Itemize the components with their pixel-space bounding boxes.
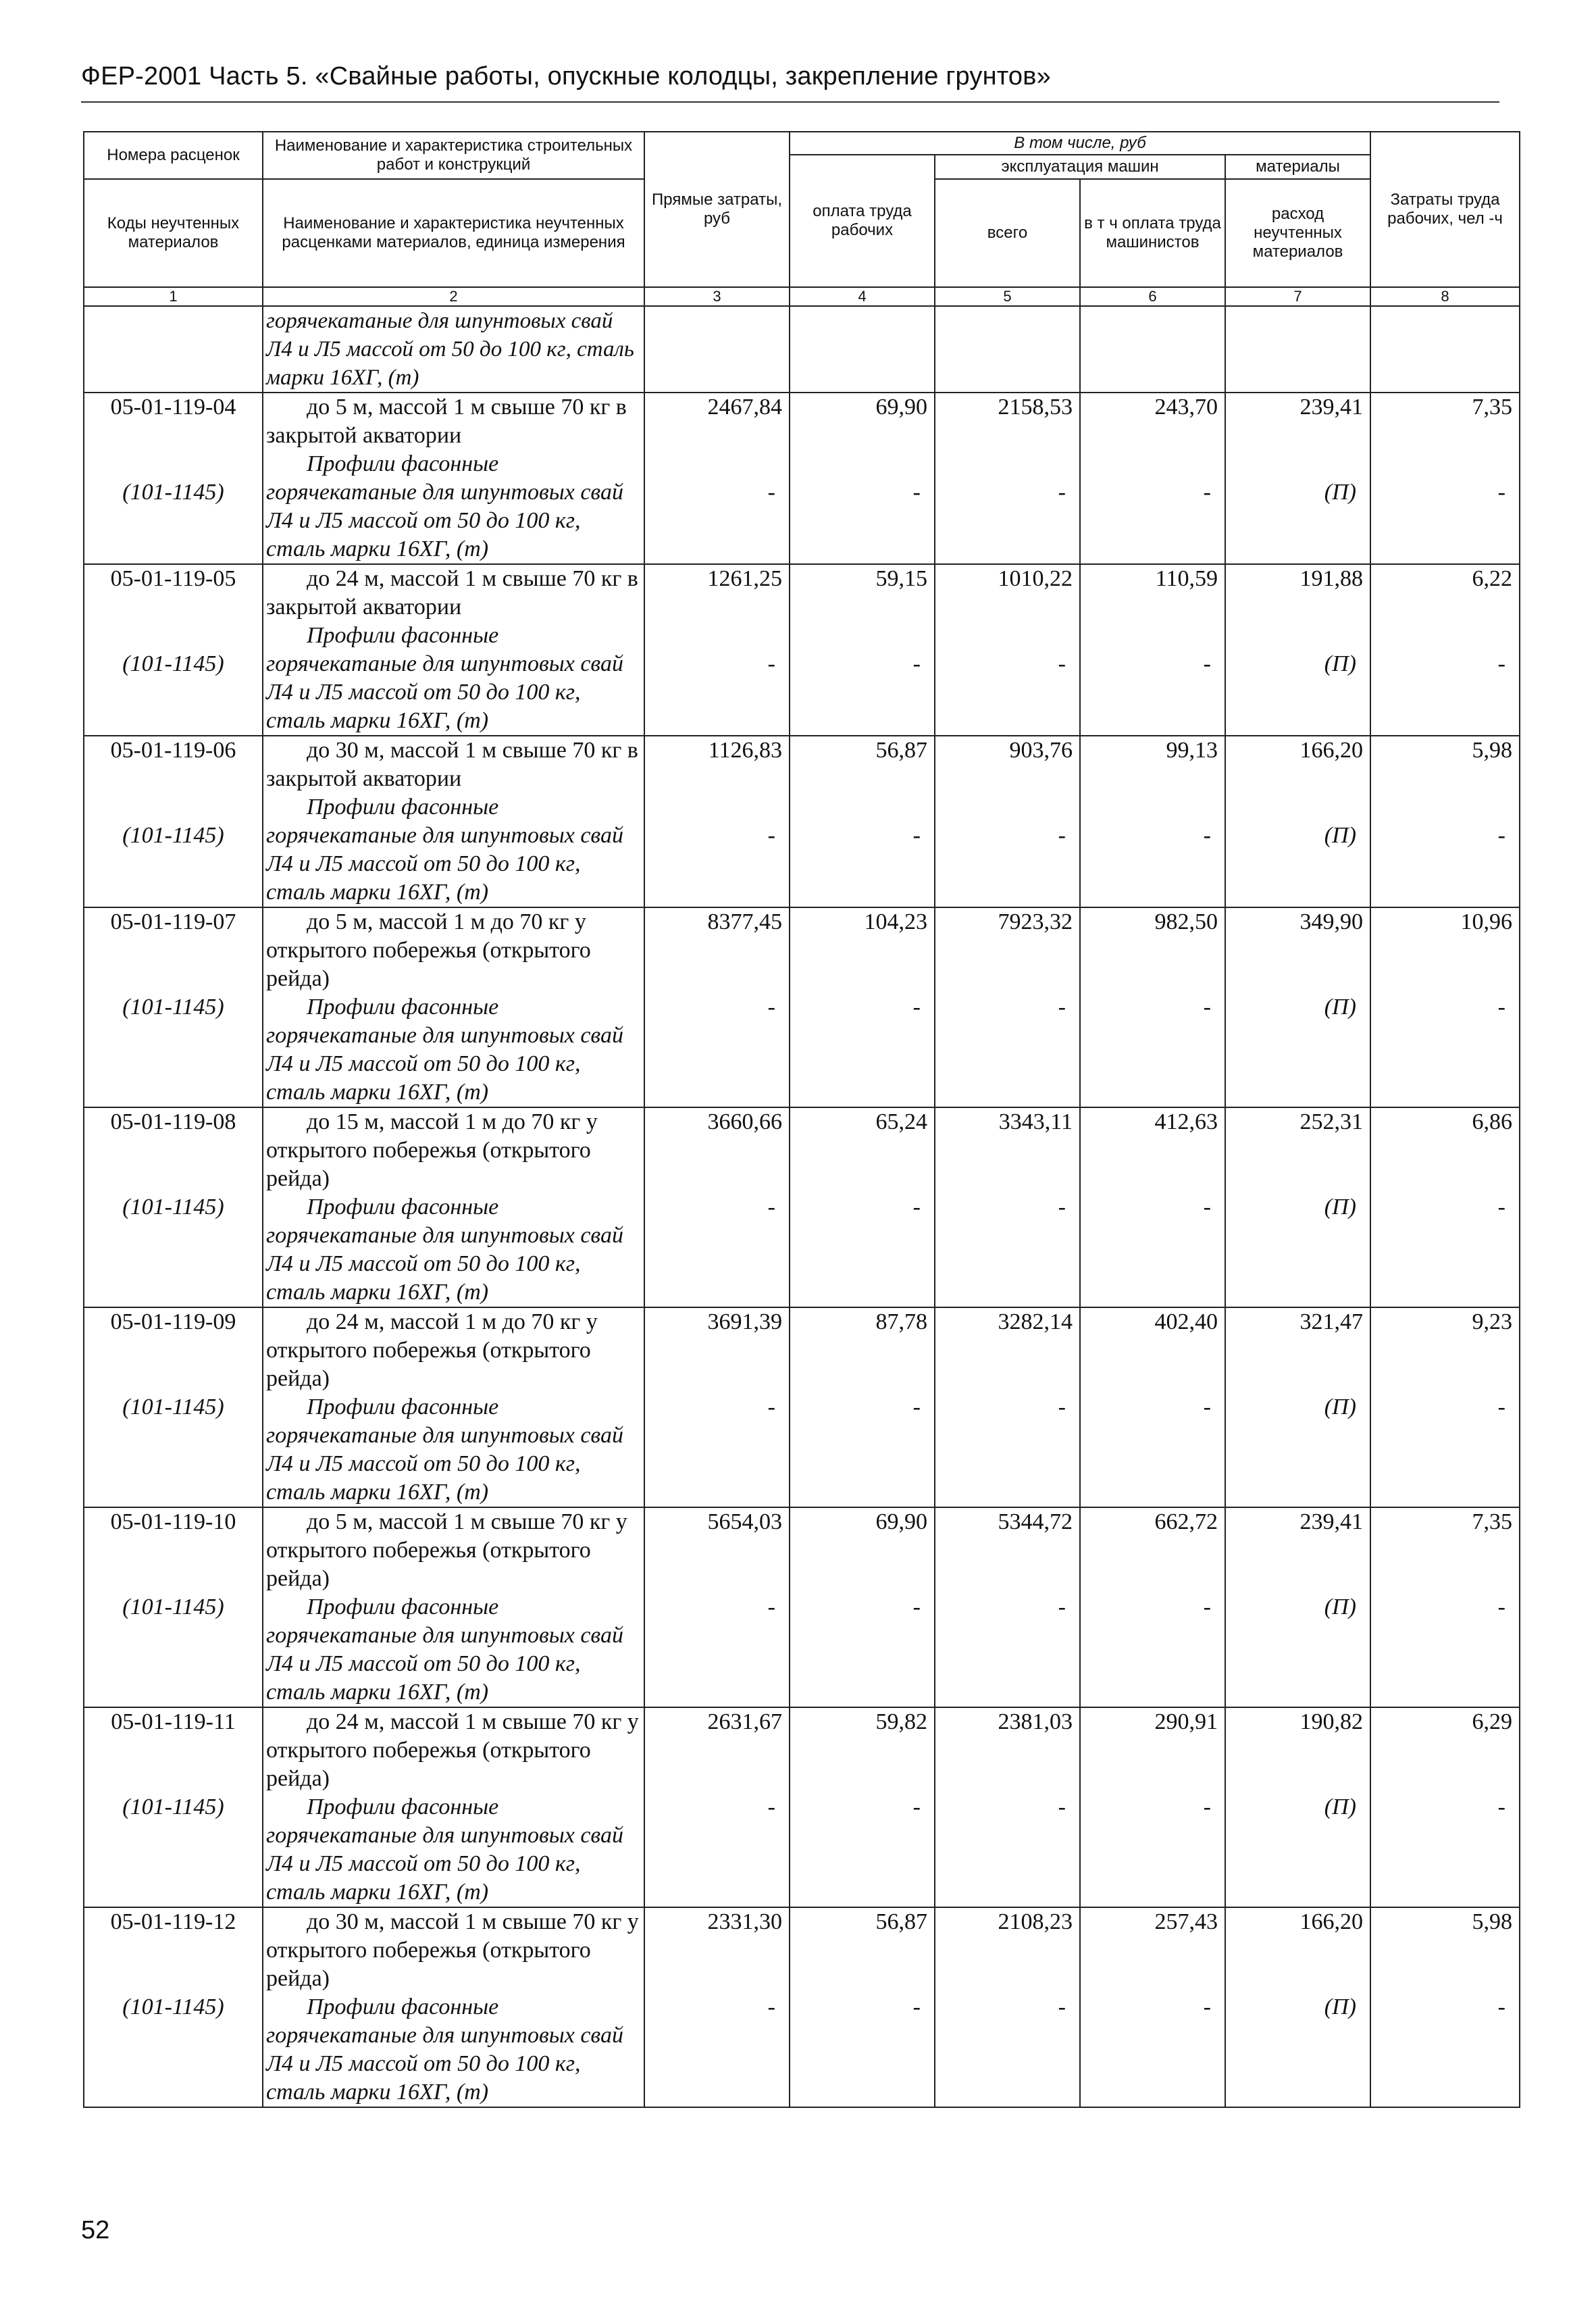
value-cell-direct [644,907,790,1107]
value-cell-machines [935,393,1080,564]
value-cell-materials [1225,907,1370,1107]
value-cell-machines [935,1307,1080,1507]
value-direct: 3691,39 [707,1309,782,1334]
value-cell-drivers [1080,1507,1225,1707]
value-materials: 191,88 [1299,566,1363,591]
value-machines: 2108,23 [998,1909,1073,1934]
material-flag: (П) [1324,1594,1356,1619]
material-flag: (П) [1324,1394,1356,1419]
value-cell-labor [790,1307,935,1507]
value-cell-direct [644,1707,790,1907]
value-drivers: 99,13 [1166,738,1218,763]
value-labor: 59,82 [875,1709,927,1734]
rate-code-cell [84,1707,263,1907]
value-cell-hours [1370,1907,1520,2107]
table-row [84,564,1520,736]
material-code: (101-1145) [122,1194,224,1219]
value-hours: 10,96 [1460,909,1512,934]
material-dash: - [1497,1394,1505,1419]
material-dash: - [1058,651,1066,676]
value-cell-materials [1225,393,1370,564]
rate-code-cell [84,564,263,736]
material-description: Профили фасонные горячекатаные для шпунтовых свай Л4 и Л5 массой от 50 до 100 кг, сталь марки 16ХГ, (т) [266,1994,623,2105]
value-materials: 166,20 [1299,1909,1363,1934]
material-description: Профили фасонные горячекатаные для шпунтовых свай Л4 и Л5 массой от 50 до 100 кг, сталь марки 16ХГ, (т) [266,451,623,561]
value-cell-labor [790,736,935,907]
work-description: до 5 м, массой 1 м свыше 70 кг у открытого побережья (открытого рейда) [266,1509,627,1591]
value-cell-drivers [1080,564,1225,736]
material-description: Профили фасонные горячекатаные для шпунтовых свай Л4 и Л5 массой от 50 до 100 кг, сталь марки 16ХГ, (т) [266,995,623,1105]
work-description: до 24 м, массой 1 м свыше 70 кг в закрытой акватории [266,566,638,620]
header-rate-numbers: Номера расценок [84,132,263,179]
value-cell-machines [935,907,1080,1107]
rate-code: 05-01-119-06 [110,738,236,763]
continuation-text: горячекатаные для шпунтовых свай Л4 и Л5 массой от 50 до 100 кг, сталь марки 16ХГ, (т) [263,306,644,393]
value-cell-machines [935,1907,1080,2107]
value-cell-drivers [1080,1107,1225,1307]
material-dash: - [767,995,775,1020]
header-work-name: Наименование и характеристика строительных работ и конструкций [263,132,644,179]
material-description: Профили фасонные горячекатаные для шпунтовых свай Л4 и Л5 массой от 50 до 100 кг, сталь марки 16ХГ, (т) [266,1594,623,1705]
rate-code-cell [84,1507,263,1707]
header-labor-pay: оплата труда рабочих [790,155,935,287]
value-drivers: 402,40 [1154,1309,1218,1334]
value-labor: 65,24 [875,1109,927,1134]
rate-code: 05-01-119-11 [111,1709,236,1734]
value-cell-drivers [1080,1907,1225,2107]
value-cell-drivers [1080,1707,1225,1907]
value-drivers: 412,63 [1154,1109,1218,1134]
value-cell-hours [1370,1107,1520,1307]
material-flag: (П) [1324,1794,1356,1819]
column-number: 2 [263,287,644,306]
table-row [84,393,1520,564]
value-direct: 5654,03 [707,1509,782,1534]
value-cell-labor [790,907,935,1107]
value-hours: 6,86 [1472,1109,1512,1134]
material-dash: - [767,823,775,848]
material-description: Профили фасонные горячекатаные для шпунтовых свай Л4 и Л5 массой от 50 до 100 кг, сталь марки 16ХГ, (т) [266,795,623,905]
header-machines-total: всего [935,179,1080,287]
column-number: 5 [935,287,1080,306]
column-number: 1 [84,287,263,306]
rate-code: 05-01-119-12 [110,1909,236,1934]
value-machines: 3282,14 [998,1309,1073,1334]
value-cell-hours [1370,564,1520,736]
material-dash: - [912,651,921,676]
value-cell-drivers [1080,907,1225,1107]
material-dash: - [912,1394,921,1419]
value-cell-hours [1370,736,1520,907]
value-machines: 2158,53 [998,395,1073,420]
table-body [84,306,1520,2107]
column-number: 7 [1225,287,1370,306]
value-cell-machines [935,564,1080,736]
material-dash: - [767,1994,775,2019]
material-flag: (П) [1324,651,1356,676]
value-drivers: 257,43 [1154,1909,1218,1934]
header-materials: материалы [1225,155,1370,179]
header-material-names: Наименование и характеристика неучтенных расценками материалов, единица измерения [263,179,644,287]
value-machines: 5344,72 [998,1509,1073,1534]
material-dash: - [1203,480,1211,505]
value-cell-machines [935,736,1080,907]
value-cell-materials [1225,1907,1370,2107]
material-description: Профили фасонные горячекатаные для шпунтовых свай Л4 и Л5 массой от 50 до 100 кг, сталь марки 16ХГ, (т) [266,1394,623,1505]
value-materials: 190,82 [1299,1709,1363,1734]
value-cell-hours [1370,1707,1520,1907]
material-dash: - [912,1794,921,1819]
value-cell-materials [1225,1307,1370,1507]
value-labor: 69,90 [875,395,927,420]
material-code: (101-1145) [122,1794,224,1819]
rate-code: 05-01-119-05 [110,566,236,591]
material-dash: - [767,1194,775,1219]
material-description: Профили фасонные горячекатаные для шпунтовых свай Л4 и Л5 массой от 50 до 100 кг, сталь марки 16ХГ, (т) [266,1194,623,1305]
value-materials: 166,20 [1299,738,1363,763]
value-cell-labor [790,393,935,564]
value-hours: 7,35 [1472,395,1512,420]
material-flag: (П) [1324,823,1356,848]
rate-code: 05-01-119-08 [110,1109,236,1134]
value-cell-labor [790,1507,935,1707]
rate-name-cell [263,393,644,564]
material-dash: - [1497,1994,1505,2019]
value-labor: 69,90 [875,1509,927,1534]
rate-code-cell [84,1107,263,1307]
material-dash: - [912,823,921,848]
material-flag: (П) [1324,1994,1356,2019]
value-direct: 8377,45 [707,909,782,934]
rate-name-cell [263,564,644,736]
rate-name-cell [263,1707,644,1907]
material-dash: - [1058,995,1066,1020]
value-cell-direct [644,564,790,736]
material-dash: - [767,1394,775,1419]
value-cell-labor [790,1907,935,2107]
rate-code-cell [84,1307,263,1507]
value-machines: 903,76 [1009,738,1073,763]
value-materials: 252,31 [1299,1109,1363,1134]
value-labor: 59,15 [875,566,927,591]
work-description: до 30 м, массой 1 м свыше 70 кг у открытого побережья (открытого рейда) [266,1909,639,1991]
value-cell-hours [1370,393,1520,564]
header-labor-hours: Затраты труда рабочих, чел -ч [1370,132,1520,287]
header-machines: эксплуатация машин [935,155,1225,179]
table-row [84,1507,1520,1707]
material-dash: - [912,1194,921,1219]
value-cell-drivers [1080,1307,1225,1507]
material-code: (101-1145) [122,651,224,676]
material-dash: - [1058,823,1066,848]
page-number: 52 [81,2216,110,2244]
header-driver-pay: в т ч оплата труда машинистов [1080,179,1225,287]
rate-name-cell [263,1907,644,2107]
table-row [84,1107,1520,1307]
value-cell-labor [790,1107,935,1307]
material-flag: (П) [1324,995,1356,1020]
rate-code-cell [84,1907,263,2107]
value-cell-machines [935,1707,1080,1907]
value-machines: 7923,32 [998,909,1073,934]
value-labor: 56,87 [875,738,927,763]
material-dash: - [1203,1394,1211,1419]
value-cell-machines [935,1107,1080,1307]
value-cell-labor [790,1707,935,1907]
value-cell-direct [644,1307,790,1507]
value-hours: 5,98 [1472,1909,1512,1934]
material-dash: - [1203,1994,1211,2019]
material-dash: - [767,480,775,505]
value-drivers: 982,50 [1154,909,1218,934]
material-code: (101-1145) [122,1394,224,1419]
value-direct: 3660,66 [707,1109,782,1134]
material-dash: - [767,651,775,676]
header-material-codes: Коды неучтенных материалов [84,179,263,287]
material-dash: - [1203,995,1211,1020]
material-dash: - [912,995,921,1020]
table-row [84,907,1520,1107]
material-dash: - [1203,823,1211,848]
continuation-row [84,306,1520,393]
value-direct: 2631,67 [707,1709,782,1734]
work-description: до 24 м, массой 1 м до 70 кг у открытого побережья (открытого рейда) [266,1309,598,1391]
material-dash: - [1058,1994,1066,2019]
value-cell-materials [1225,736,1370,907]
work-description: до 30 м, массой 1 м свыше 70 кг в закрытой акватории [266,738,638,791]
material-dash: - [1497,1794,1505,1819]
value-labor: 56,87 [875,1909,927,1934]
value-direct: 1126,83 [708,738,782,763]
value-hours: 6,29 [1472,1709,1512,1734]
work-description: до 24 м, массой 1 м свыше 70 кг у открытого побережья (открытого рейда) [266,1709,639,1791]
material-dash: - [1058,480,1066,505]
work-description: до 5 м, массой 1 м до 70 кг у открытого побережья (открытого рейда) [266,909,591,991]
material-dash: - [1497,995,1505,1020]
rates-table [83,131,1520,2108]
material-dash: - [912,1994,921,2019]
rate-code-cell [84,907,263,1107]
value-labor: 87,78 [875,1309,927,1334]
header-including: В том числе, руб [790,132,1370,155]
value-labor: 104,23 [864,909,927,934]
value-cell-hours [1370,907,1520,1107]
value-cell-hours [1370,1307,1520,1507]
rate-name-cell [263,1307,644,1507]
rate-code: 05-01-119-07 [110,909,236,934]
value-hours: 7,35 [1472,1509,1512,1534]
value-cell-drivers [1080,736,1225,907]
value-materials: 239,41 [1299,1509,1363,1534]
table-row [84,1907,1520,2107]
value-cell-direct [644,393,790,564]
material-dash: - [1203,1594,1211,1619]
material-description: Профили фасонные горячекатаные для шпунтовых свай Л4 и Л5 массой от 50 до 100 кг, сталь марки 16ХГ, (т) [266,1794,623,1905]
value-drivers: 290,91 [1154,1709,1218,1734]
value-hours: 9,23 [1472,1309,1512,1334]
material-dash: - [1497,1194,1505,1219]
material-dash: - [1497,1594,1505,1619]
rate-code-cell [84,393,263,564]
header-material-consumption: расход неучтенных материалов [1225,179,1370,287]
value-cell-direct [644,1907,790,2107]
header-rule [81,101,1499,103]
value-drivers: 662,72 [1154,1509,1218,1534]
column-number: 8 [1370,287,1520,306]
table-row [84,1307,1520,1507]
value-drivers: 243,70 [1154,395,1218,420]
material-dash: - [1497,823,1505,848]
material-dash: - [1058,1394,1066,1419]
material-dash: - [912,1594,921,1619]
material-dash: - [767,1594,775,1619]
value-hours: 5,98 [1472,738,1512,763]
value-cell-hours [1370,1507,1520,1707]
material-dash: - [1058,1194,1066,1219]
material-dash: - [1058,1594,1066,1619]
column-number: 6 [1080,287,1225,306]
material-code: (101-1145) [122,995,224,1020]
material-code: (101-1145) [122,1994,224,2019]
value-direct: 1261,25 [707,566,782,591]
material-dash: - [1203,1794,1211,1819]
value-cell-drivers [1080,393,1225,564]
value-machines: 2381,03 [998,1709,1073,1734]
rate-code: 05-01-119-09 [110,1309,236,1334]
value-cell-labor [790,564,935,736]
material-dash: - [912,480,921,505]
material-flag: (П) [1324,480,1356,505]
value-cell-materials [1225,1707,1370,1907]
table-row [84,736,1520,907]
value-cell-direct [644,1507,790,1707]
material-dash: - [1203,1194,1211,1219]
material-code: (101-1145) [122,480,224,505]
value-machines: 3343,11 [998,1109,1073,1134]
column-numbers-row [84,287,1520,306]
material-code: (101-1145) [122,1594,224,1619]
material-dash: - [1497,651,1505,676]
rate-code: 05-01-119-10 [110,1509,236,1534]
table-row [84,1707,1520,1907]
value-cell-direct [644,736,790,907]
rate-name-cell [263,1107,644,1307]
value-cell-machines [935,1507,1080,1707]
material-dash: - [1203,651,1211,676]
value-cell-direct [644,1107,790,1307]
rate-name-cell [263,1507,644,1707]
value-drivers: 110,59 [1155,566,1218,591]
header-direct-costs: Прямые затраты, руб [644,132,790,287]
rate-name-cell [263,736,644,907]
rate-name-cell [263,907,644,1107]
column-number: 4 [790,287,935,306]
work-description: до 15 м, массой 1 м до 70 кг у открытого побережья (открытого рейда) [266,1109,598,1191]
value-direct: 2331,30 [707,1909,782,1934]
value-materials: 239,41 [1299,395,1363,420]
material-flag: (П) [1324,1194,1356,1219]
value-machines: 1010,22 [998,566,1073,591]
value-materials: 349,90 [1299,909,1363,934]
material-dash: - [1058,1794,1066,1819]
value-cell-materials [1225,564,1370,736]
table-header [84,132,1520,306]
page-header: ФЕР-2001 Часть 5. «Свайные работы, опускные колодцы, закрепление грунтов» [81,62,1051,91]
value-direct: 2467,84 [707,395,782,420]
value-cell-materials [1225,1507,1370,1707]
material-dash: - [767,1794,775,1819]
material-code: (101-1145) [122,823,224,848]
material-dash: - [1497,480,1505,505]
value-materials: 321,47 [1299,1309,1363,1334]
value-hours: 6,22 [1472,566,1512,591]
column-number: 3 [644,287,790,306]
value-cell-materials [1225,1107,1370,1307]
rate-code: 05-01-119-04 [110,395,236,420]
work-description: до 5 м, массой 1 м свыше 70 кг в закрытой акватории [266,395,627,448]
material-description: Профили фасонные горячекатаные для шпунтовых свай Л4 и Л5 массой от 50 до 100 кг, сталь марки 16ХГ, (т) [266,623,623,733]
rate-code-cell [84,736,263,907]
